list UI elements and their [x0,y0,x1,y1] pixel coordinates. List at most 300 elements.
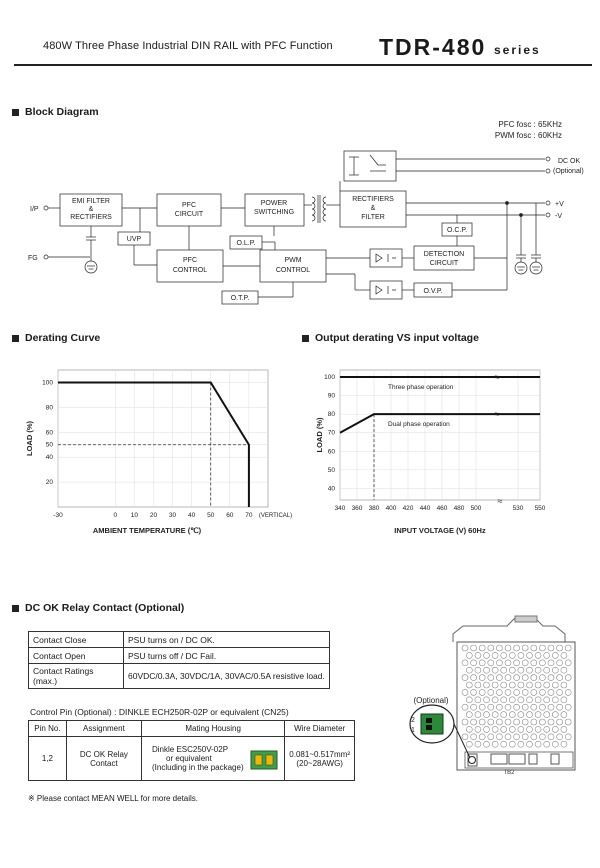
vent-hole [535,667,541,673]
vent-hole [565,734,571,740]
vent-hole [484,741,490,747]
vent-hole [488,704,494,710]
detection-text-2: CIRCUIT [429,260,459,267]
vent-hole [531,645,537,651]
vent-hole [509,712,515,718]
model-name: TDR-480 [379,34,487,60]
dcok-title: DC OK Relay Contact (Optional) [25,602,185,614]
x-tick-label: 460 [436,505,448,512]
vent-hole [548,660,554,666]
y-tick-label: 80 [327,411,335,419]
vent-hole [471,734,477,740]
x-tick-label: 420 [402,505,414,512]
olp-label: O.L.P. [236,240,256,247]
vent-hole [518,726,524,732]
vent-hole [557,704,563,710]
vent-hole [531,719,537,725]
vent-hole [544,667,550,673]
x-tick-label: 60 [226,512,234,519]
vent-hole [552,697,558,703]
emi-text-3: RECTIFIERS [70,214,112,221]
vent-hole [484,652,490,658]
vent-hole [552,667,558,673]
detection-text-1: DETECTION [423,251,465,258]
series-label: series [494,43,541,57]
table-row [29,737,355,781]
table-cell: PSU turns off / DC Fail. [124,648,330,664]
vent-hole [501,726,507,732]
vent-hole [471,719,477,725]
vent-hole [462,719,468,725]
x-tick-label: -30 [53,512,63,519]
vent-hole [475,726,481,732]
block-diagram-title: Block Diagram [25,106,99,118]
vent-hole [488,645,494,651]
optional-label: (Optional) [413,696,449,705]
product-subtitle: 480W Three Phase Industrial DIN RAIL with PFC Function [43,40,333,52]
y-tick-label: 50 [45,441,53,449]
vent-hole [471,689,477,695]
vent-hole [544,652,550,658]
earth-ground-icon [85,261,97,273]
vent-hole [462,660,468,666]
vent-hole [514,704,520,710]
mating-line-1: Dinkle ESC250V-02P [152,745,229,754]
ip-label: I/P [30,206,39,213]
dcok-connector-icon [421,714,443,734]
series-label: Three phase operation [388,384,454,391]
table-header-row [29,721,355,737]
vent-hole [466,712,472,718]
x-tick-label: 530 [512,505,524,512]
footnote: ※ Please contact MEAN WELL for more details. [28,794,199,803]
vent-hole [535,712,541,718]
vent-hole [544,726,550,732]
table-row [29,632,330,648]
vent-hole [561,741,567,747]
vent-hole [531,734,537,740]
y-tick-label: 100 [42,379,53,387]
y-tick-label: 20 [45,479,53,487]
vent-hole [509,726,515,732]
y-tick-label: 70 [327,429,335,437]
vent-hole [535,697,541,703]
vent-hole [496,689,502,695]
vent-hole [518,682,524,688]
pin-2-label: 2 [411,717,415,724]
uvp-label: UVP [126,236,142,243]
vent-hole [471,645,477,651]
vent-hole [496,645,502,651]
vent-hole [471,675,477,681]
fg-terminal [44,255,48,259]
series-label: Dual phase operation [388,421,450,429]
vent-hole [561,682,567,688]
vent-hole [531,689,537,695]
input-derating-title: Output derating VS input voltage [315,332,479,344]
vent-hole [492,726,498,732]
pin-1-label: 1 [411,727,415,734]
vent-hole [484,726,490,732]
vent-hole [492,667,498,673]
input-derating-heading [302,332,479,344]
vent-hole [552,682,558,688]
vent-hole [484,682,490,688]
vent-hole [505,734,511,740]
vent-hole [505,689,511,695]
vent-hole [522,704,528,710]
vent-hole [557,675,563,681]
x-tick-label: 0 [113,512,118,519]
vent-hole [514,719,520,725]
vent-hole [548,645,554,651]
vent-hole [501,712,507,718]
axis-break-icon: ≈ [497,496,503,506]
block-diagram [0,115,600,310]
emi-text-1: EMI FILTER [72,198,110,205]
vent-hole [514,660,520,666]
x-tick-label: 380 [368,505,380,512]
dcok-optional-label: (Optional) [553,168,584,175]
vent-hole [548,704,554,710]
ocp-label: O.C.P. [446,227,468,234]
vent-hole [539,704,545,710]
plus-v-label: +V [555,201,564,208]
vent-hole [557,660,563,666]
vent-hole [488,719,494,725]
vent-hole [561,697,567,703]
derating-chart [0,360,295,545]
axis-break-icon: ≈ [494,409,500,420]
power-sw-text-1: POWER [260,200,288,207]
vent-hole [479,704,485,710]
vent-hole [479,645,485,651]
vent-hole [557,719,563,725]
vent-hole [484,667,490,673]
vent-hole [535,652,541,658]
vent-hole [552,741,558,747]
vent-hole [518,652,524,658]
vent-hole [509,667,515,673]
vent-hole [475,741,481,747]
vent-hole [539,689,545,695]
vent-hole [557,689,563,695]
vent-hole [531,675,537,681]
vent-hole [484,697,490,703]
vent-hole [518,667,524,673]
table-cell: Contact Ratings (max.) [29,664,124,689]
pin-assignment: DC OK Relay Contact [66,737,141,781]
vent-hole [539,734,545,740]
table-row [29,664,330,689]
pin-number: 1,2 [29,737,67,781]
vent-hole [488,734,494,740]
pfc-control-block [157,250,223,282]
unit-front-view [405,612,595,792]
vent-hole [466,667,472,673]
vent-hole [466,741,472,747]
x-tick-label: 20 [149,512,158,519]
vent-hole [505,704,511,710]
wire-diameter [285,737,355,781]
vent-hole [475,652,481,658]
vent-hole [539,719,545,725]
vent-hole [522,660,528,666]
vent-hole [466,682,472,688]
vent-hole [527,726,533,732]
rect-text-1: RECTIFIERS [352,196,394,203]
bullet-square-icon [302,335,309,342]
vent-hole [484,712,490,718]
vent-hole [501,697,507,703]
vent-hole [557,734,563,740]
vent-hole [552,652,558,658]
derating-title: Derating Curve [25,332,101,344]
table-cell: 60VDC/0.3A, 30VDC/1A, 30VAC/0.5A resistive load. [124,664,330,689]
vent-hole [561,652,567,658]
vent-hole [492,652,498,658]
vent-hole [466,652,472,658]
vent-hole [475,667,481,673]
vent-hole [496,734,502,740]
vent-hole [514,675,520,681]
table-header: Pin No. [29,721,67,737]
vent-hole [561,712,567,718]
connector-icon [250,749,278,771]
vent-hole [505,719,511,725]
bullet-square-icon [12,605,19,612]
x-tick-label: 10 [130,512,138,519]
vent-hole [496,719,502,725]
pfc-circuit-text-1: PFC [182,202,196,209]
power-sw-text-2: SWITCHING [253,209,295,216]
vent-hole [462,734,468,740]
vent-hole [488,660,494,666]
vent-hole [509,652,515,658]
vent-hole [527,652,533,658]
vent-hole [548,734,554,740]
dcok-label: DC OK [558,158,581,165]
table-cell: PSU turns on / DC OK. [124,632,330,648]
vent-hole [548,675,554,681]
vent-hole [466,726,472,732]
vent-hole [479,719,485,725]
wire-line-2: (20~28AWG) [296,758,343,768]
pwm-control-block [260,250,326,282]
vent-hole [518,697,524,703]
y-tick-label: 60 [45,429,53,437]
vent-hole [527,667,533,673]
vent-hole [565,660,571,666]
vent-hole [557,645,563,651]
vent-hole [535,741,541,747]
input-derating-chart [300,360,600,545]
pin-table [28,720,355,781]
y-tick-label: 60 [327,448,335,456]
tb2-label: TB2 [503,770,515,776]
vent-hole [535,726,541,732]
vent-hole [462,675,468,681]
emi-text-2: & [88,206,94,213]
y-tick-label: 40 [45,454,53,462]
vent-hole [565,719,571,725]
vent-hole [544,712,550,718]
vent-hole [479,660,485,666]
vent-hole [561,726,567,732]
vent-hole [488,675,494,681]
vent-hole [492,682,498,688]
vent-hole [539,675,545,681]
minus-v-label: -V [555,213,562,220]
vent-hole [492,741,498,747]
output-ground-icon-1 [515,262,527,274]
x-tick-label: 340 [334,505,346,512]
vent-hole [466,697,472,703]
vent-hole [505,675,511,681]
vent-hole [462,645,468,651]
ip-terminal [44,206,48,210]
vent-hole [514,689,520,695]
mating-line-2: or equivalent [166,754,212,763]
vent-hole [539,660,545,666]
x-axis-label: INPUT VOLTAGE (V) 60Hz [394,526,486,535]
pwm-control-text-1: PWM [284,257,302,264]
vent-hole [522,689,528,695]
vent-hole [509,697,515,703]
vent-hole [479,675,485,681]
vent-hole [548,689,554,695]
y-tick-label: 90 [327,392,335,400]
vent-hole [496,675,502,681]
vent-hole [531,704,537,710]
vent-hole [475,697,481,703]
vent-hole [501,667,507,673]
ovp-label: O.V.P. [423,288,443,295]
vent-hole [496,704,502,710]
wire-line-1: 0.081~0.517mm² [289,749,350,759]
table-cell: Contact Open [29,648,124,664]
dcok-heading [12,602,184,614]
vent-hole [462,689,468,695]
pwm-fosc: PWM fosc : 60KHz [494,131,562,140]
vent-hole [479,734,485,740]
vent-hole [505,660,511,666]
vent-hole [522,675,528,681]
vent-hole [561,667,567,673]
vent-hole [552,726,558,732]
x-tick-label: 50 [207,512,215,519]
vent-hole [471,704,477,710]
pfc-fosc: PFC fosc : 65KHz [498,120,562,129]
vent-hole [552,712,558,718]
vent-hole [527,682,533,688]
vent-hole [518,712,524,718]
y-axis-label: LOAD (%) [315,417,324,453]
pfc-control-text-1: PFC [183,257,197,264]
vent-hole [544,741,550,747]
vent-hole [514,734,520,740]
vent-hole [565,675,571,681]
vent-hole [565,689,571,695]
vent-hole [531,660,537,666]
vent-hole [565,645,571,651]
vent-hole [488,689,494,695]
x-axis-label: AMBIENT TEMPERATURE (℃) [92,526,202,535]
control-pin-note: Control Pin (Optional) : DINKLE ECH250R-02P or equivalent (CN25) [30,707,289,717]
table-cell: Contact Close [29,632,124,648]
vent-hole [501,682,507,688]
x-tick-label: 400 [385,505,397,512]
mating-line-3: (Including in the package) [152,763,244,772]
table-header: Assignment [66,721,141,737]
plus-v-terminal [546,201,550,205]
rect-text-2: & [370,205,376,212]
vent-hole [501,741,507,747]
minus-v-terminal [546,213,550,217]
vent-hole [518,741,524,747]
optocoupler-icon-1 [370,249,402,267]
vent-hole [544,697,550,703]
x-tick-label: 480 [453,505,465,512]
vent-hole [509,682,515,688]
x-tick-label: 40 [188,512,196,519]
vent-hole [527,697,533,703]
axis-break-icon: ≈ [494,372,500,382]
pfc-circuit-block [157,194,221,226]
vent-hole [522,734,528,740]
fg-label: FG [28,255,38,262]
header-rule [14,64,592,66]
transformer-icon [312,195,326,223]
vent-hole [527,741,533,747]
x-extra-label: (VERTICAL) [258,513,293,519]
plot-area [58,370,268,507]
otp-label: O.T.P. [230,295,250,302]
table-header: Wire Diameter [285,721,355,737]
rect-text-3: FILTER [361,214,385,221]
x-tick-label: 440 [419,505,431,512]
x-tick-label: 550 [534,505,546,512]
derating-heading [12,332,100,344]
vent-hole [501,652,507,658]
vent-hole [509,741,515,747]
vent-hole [544,682,550,688]
vent-hole [527,712,533,718]
vent-hole [492,712,498,718]
y-tick-label: 40 [327,485,335,493]
x-tick-label: 500 [470,505,482,512]
vent-hole [505,645,511,651]
x-tick-label: 30 [168,512,177,519]
table-row [29,648,330,664]
vent-hole [565,704,571,710]
relay-contact-table [28,631,330,689]
y-tick-label: 100 [324,374,335,381]
y-tick-label: 80 [45,404,53,412]
pfc-control-text-2: CONTROL [172,267,208,274]
vent-hole [496,660,502,666]
bullet-square-icon [12,335,19,342]
vent-hole [548,719,554,725]
pfc-circuit-text-2: CIRCUIT [174,211,204,218]
vent-hole [514,645,520,651]
vent-hole [522,645,528,651]
vent-hole [475,712,481,718]
x-tick-label: 70 [245,512,253,519]
vent-hole [492,697,498,703]
vent-hole [462,704,468,710]
vent-hole [522,719,528,725]
